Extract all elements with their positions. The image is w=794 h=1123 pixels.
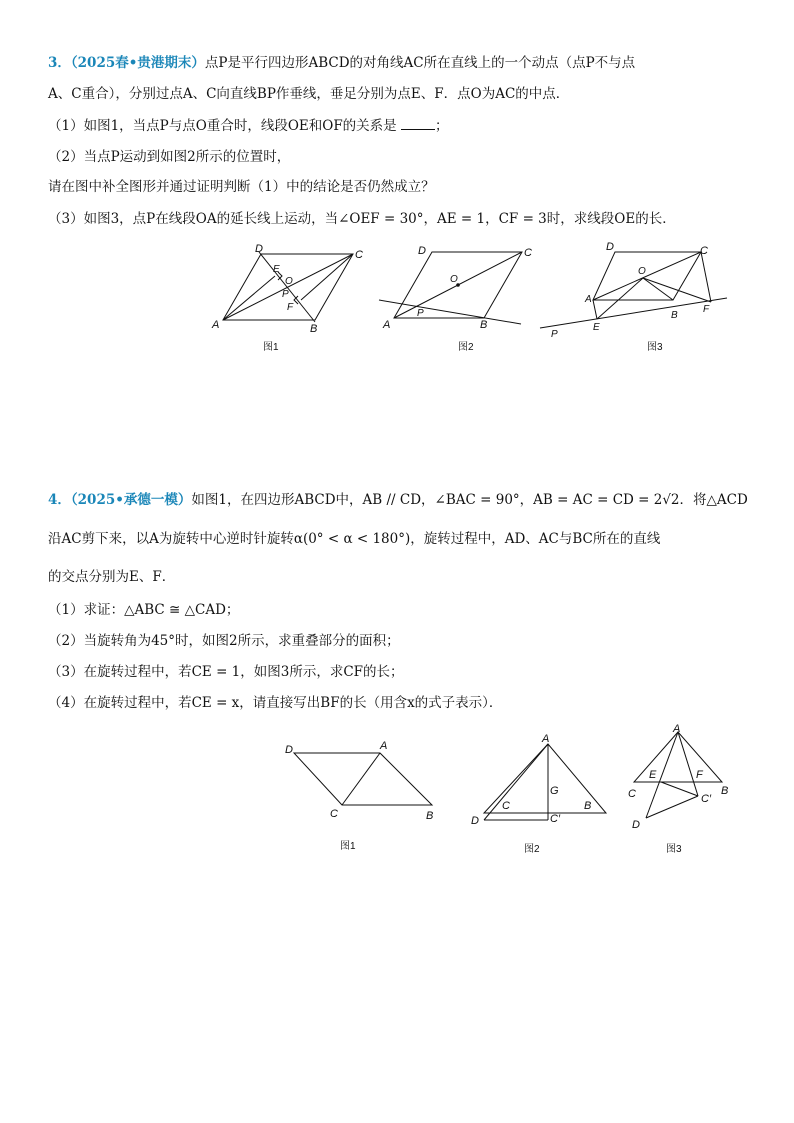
label-c: C (700, 245, 708, 257)
label-f: F (703, 304, 710, 315)
segment-ac-prime (678, 732, 698, 796)
label-a: A (585, 294, 592, 305)
label-d: D (418, 245, 426, 257)
seg-ae (593, 300, 597, 319)
label-a: A (542, 733, 550, 745)
p3-figure-2 (376, 240, 536, 360)
label-o: O (285, 276, 293, 287)
p4-figure-3 (624, 722, 744, 860)
label-c: C (628, 788, 636, 800)
label-p: P (282, 289, 289, 300)
segment-ad (484, 744, 548, 820)
label-o: O (638, 266, 646, 277)
problem-3-part-2: （2）当点P运动到如图2所示的位置时， (48, 149, 291, 165)
label-a: A (380, 740, 388, 752)
p4-figure-1 (282, 735, 442, 857)
label-p: P (551, 329, 558, 340)
problem-3-source: （2025春•贵港期末） (70, 55, 205, 71)
label-d: D (255, 243, 263, 255)
problem-3-line-2: A、C重合），分别过点A、C向直线BP作垂线，垂足分别为点E、F．点O为AC的中点． (48, 86, 570, 102)
label-d: D (606, 241, 614, 253)
label-f: F (287, 302, 294, 313)
label-c: C (524, 247, 532, 259)
line-bp (379, 300, 521, 324)
problem-4-stem-1: 如图1，在四边形ABCD中，AB // CD，∠BAC = 90°，AB = AC = CD = 2√2．将△ACD (191, 492, 748, 508)
problem-3-part-1 (48, 117, 448, 135)
quadrilateral-abcd (294, 753, 432, 805)
label-o: O (450, 274, 458, 285)
triangle-abc (634, 732, 722, 782)
label-b: B (310, 323, 318, 335)
label-d: D (285, 744, 293, 756)
label-c: C (502, 800, 510, 812)
problem-4-line-3: 的交点分别为E、F． (48, 569, 176, 585)
problem-3-part-3: （3）如图3，点P在线段OA的延长线上运动，当∠OEF = 30°，AE = 1，CF = 3时，求线段OE的长． (48, 211, 676, 227)
caption: 图1 (340, 841, 356, 852)
problem-3-number: 3． (48, 55, 71, 71)
caption: 图1 (263, 342, 279, 353)
caption: 图2 (458, 342, 474, 353)
problem-4-source: （2025•承德一模） (70, 492, 192, 508)
label-a: A (383, 319, 391, 331)
part-1-text: （1）如图1，当点P与点O重合时，线段OE和OF的关系是 (48, 118, 397, 134)
segment-dc-prime (646, 796, 698, 818)
problem-4-number: 4． (48, 492, 71, 508)
label-b: B (584, 800, 592, 812)
label-c: C (330, 808, 338, 820)
problem-3-part-2b: 请在图中补全图形并通过证明判断（1）中的结论是否仍然成立？ (48, 179, 435, 195)
label-c-prime: C′ (550, 813, 561, 825)
label-b: B (480, 319, 488, 331)
problem-4-line-2: 沿AC剪下来，以A为旋转中心逆时针旋转α(0° < α < 180°)，旋转过程中，AD、AC与BC所在的直线 (48, 531, 661, 547)
answer-blank[interactable] (401, 117, 435, 130)
segment-ac (342, 753, 380, 805)
label-d: D (471, 815, 479, 827)
seg-of (643, 278, 711, 302)
problem-3-line-1 (48, 54, 635, 72)
caption: 图2 (524, 844, 540, 855)
p4-figure-2 (466, 730, 616, 860)
problem-4-line-1 (48, 491, 748, 509)
problem-4-part-3: （3）在旋转过程中，若CE = 1，如图3所示，求CF的长； (48, 664, 404, 680)
segment-ef (661, 782, 698, 796)
label-a: A (673, 723, 681, 735)
problem-3-stem-1: 点P是平行四边形ABCD的对角线AC所在直线上的一个动点（点P不与点 (204, 55, 636, 71)
seg-ob (643, 278, 673, 300)
label-b: B (671, 310, 678, 321)
caption: 图3 (647, 342, 663, 353)
seg-cf (701, 252, 711, 302)
label-a: A (212, 319, 220, 331)
p3-figure-1 (205, 240, 370, 360)
label-f: F (696, 769, 703, 781)
problem-4-part-4: （4）在旋转过程中，若CE = x，请直接写出BF的长（用含x的式子表示）． (48, 695, 503, 711)
label-g: G (550, 785, 559, 797)
label-d: D (632, 819, 640, 831)
p3-figure-3 (537, 238, 737, 360)
label-p: P (417, 308, 424, 319)
caption: 图3 (666, 844, 682, 855)
label-c-prime: C′ (701, 793, 712, 805)
label-c: C (355, 249, 363, 261)
label-e: E (649, 769, 657, 781)
label-b: B (721, 785, 729, 797)
label-e: E (273, 264, 280, 275)
label-b: B (426, 810, 434, 822)
line-pf (540, 298, 727, 328)
problem-4-part-2: （2）当旋转角为45°时，如图2所示，求重叠部分的面积； (48, 633, 400, 649)
part-1-end: ； (434, 118, 449, 134)
problem-4-part-1: （1）求证：△ABC ≅ △CAD； (48, 602, 240, 618)
label-e: E (593, 322, 600, 333)
